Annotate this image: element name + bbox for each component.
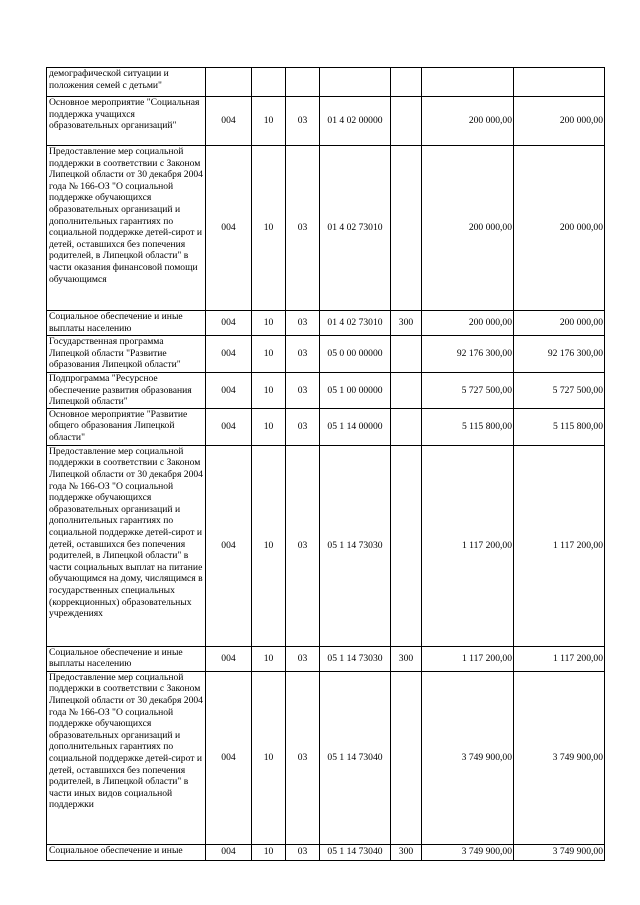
row-ved-cell [206, 68, 252, 97]
row-ved-cell: 004 [206, 646, 252, 671]
row-csr-cell: 01 4 02 73010 [320, 311, 391, 336]
row-csr-cell: 05 0 00 00000 [320, 336, 391, 373]
row-ved-cell: 004 [206, 373, 252, 409]
row-pr-cell: 03 [286, 373, 320, 409]
row-sum1-cell [422, 68, 514, 97]
row-name-cell: демографической ситуации и положения семей с детьми" [47, 68, 206, 97]
row-csr-cell: 05 1 00 00000 [320, 373, 391, 409]
row-rz-cell: 10 [252, 97, 286, 146]
row-sum1-cell: 3 749 900,00 [422, 671, 514, 844]
row-csr-cell: 05 1 14 73030 [320, 646, 391, 671]
row-sum1-cell: 5 727 500,00 [422, 373, 514, 409]
row-sum1-cell: 3 749 900,00 [422, 844, 514, 860]
row-csr-cell: 05 1 14 00000 [320, 408, 391, 445]
row-sum2-cell: 5 727 500,00 [514, 373, 605, 409]
table-row [47, 97, 605, 146]
row-rz-cell: 10 [252, 146, 286, 311]
row-name-cell: Социальное обеспечение и иные выплаты населению [47, 311, 206, 336]
row-rz-cell: 10 [252, 646, 286, 671]
row-ved-cell: 004 [206, 844, 252, 860]
row-vr-cell [391, 671, 422, 844]
row-rz-cell [252, 68, 286, 97]
row-csr-cell: 05 1 14 73030 [320, 445, 391, 646]
row-sum2-cell: 200 000,00 [514, 146, 605, 311]
row-csr-cell [320, 68, 391, 97]
row-vr-cell [391, 146, 422, 311]
row-pr-cell: 03 [286, 844, 320, 860]
row-sum2-cell: 92 176 300,00 [514, 336, 605, 373]
row-pr-cell: 03 [286, 97, 320, 146]
row-pr-cell: 03 [286, 408, 320, 445]
row-name-cell: Предоставление мер социальной поддержки в соответствии с Законом Липецкой области от 30 декабря 2004 года № 166-ОЗ "О социальной поддержке обучающихся образовательных организаций и дополнительных гарантиях по социальной поддержке детей-сирот и детей, оставшихся без попечения родителей, в Липецкой области" в части оказания финансовой помощи обучающимся [47, 146, 206, 311]
row-ved-cell: 004 [206, 408, 252, 445]
row-vr-cell [391, 373, 422, 409]
table-row [47, 445, 605, 646]
row-pr-cell: 03 [286, 336, 320, 373]
row-pr-cell: 03 [286, 445, 320, 646]
row-rz-cell: 10 [252, 373, 286, 409]
row-sum2-cell [514, 68, 605, 97]
row-pr-cell: 03 [286, 311, 320, 336]
row-name-cell: Социальное обеспечение и иные [47, 844, 206, 860]
table-row [47, 68, 605, 97]
row-csr-cell: 01 4 02 00000 [320, 97, 391, 146]
row-ved-cell: 004 [206, 671, 252, 844]
row-vr-cell [391, 68, 422, 97]
row-sum1-cell: 1 117 200,00 [422, 646, 514, 671]
row-rz-cell: 10 [252, 336, 286, 373]
row-name-cell: Предоставление мер социальной поддержки в соответствии с Законом Липецкой области от 30 декабря 2004 года № 166-ОЗ "О социальной поддержке обучающихся образовательных организаций и дополнительных гарантиях по социальной поддержке детей-сирот и детей, оставшихся без попечения родителей, в Липецкой области" в части иных видов социальной поддержки [47, 671, 206, 844]
budget-table [46, 67, 605, 861]
row-pr-cell: 03 [286, 146, 320, 311]
row-ved-cell: 004 [206, 445, 252, 646]
row-sum2-cell: 1 117 200,00 [514, 445, 605, 646]
row-name-cell: Подпрограмма "Ресурсное обеспечение развития образования Липецкой области" [47, 373, 206, 409]
row-name-cell: Государственная программа Липецкой области "Развитие образования Липецкой области" [47, 336, 206, 373]
table-body [47, 68, 605, 861]
table-row [47, 336, 605, 373]
row-csr-cell: 05 1 14 73040 [320, 671, 391, 844]
row-sum1-cell: 200 000,00 [422, 146, 514, 311]
row-vr-cell [391, 97, 422, 146]
row-sum2-cell: 200 000,00 [514, 97, 605, 146]
row-vr-cell [391, 336, 422, 373]
row-sum1-cell: 200 000,00 [422, 97, 514, 146]
row-name-cell: Предоставление мер социальной поддержки в соответствии с Законом Липецкой области от 30 декабря 2004 года № 166-ОЗ "О социальной поддержке обучающихся образовательных организаций и дополнительных гарантиях по социальной поддержке детей-сирот и детей, оставшихся без попечения родителей, в Липецкой области" в части социальных выплат на питание обучающимся на дому, числящимся в государственных специальных (коррекционных) образовательных учреждениях [47, 445, 206, 646]
table-row [47, 311, 605, 336]
table-row [47, 646, 605, 671]
row-rz-cell: 10 [252, 408, 286, 445]
row-rz-cell: 10 [252, 311, 286, 336]
table-row [47, 671, 605, 844]
table-row [47, 146, 605, 311]
row-pr-cell: 03 [286, 671, 320, 844]
row-sum2-cell: 200 000,00 [514, 311, 605, 336]
row-sum2-cell: 3 749 900,00 [514, 671, 605, 844]
row-name-cell: Основное мероприятие "Социальная поддержка учащихся образовательных организаций" [47, 97, 206, 146]
row-pr-cell: 03 [286, 646, 320, 671]
row-sum1-cell: 5 115 800,00 [422, 408, 514, 445]
row-sum1-cell: 92 176 300,00 [422, 336, 514, 373]
row-rz-cell: 10 [252, 671, 286, 844]
row-name-cell: Социальное обеспечение и иные выплаты населению [47, 646, 206, 671]
row-vr-cell: 300 [391, 844, 422, 860]
row-vr-cell: 300 [391, 646, 422, 671]
row-sum1-cell: 1 117 200,00 [422, 445, 514, 646]
row-vr-cell: 300 [391, 311, 422, 336]
row-csr-cell: 05 1 14 73040 [320, 844, 391, 860]
row-rz-cell: 10 [252, 844, 286, 860]
row-name-cell: Основное мероприятие "Развитие общего образования Липецкой области" [47, 408, 206, 445]
table-row [47, 844, 605, 860]
row-ved-cell: 004 [206, 97, 252, 146]
row-ved-cell: 004 [206, 146, 252, 311]
table-row [47, 373, 605, 409]
row-rz-cell: 10 [252, 445, 286, 646]
row-ved-cell: 004 [206, 311, 252, 336]
row-sum2-cell: 5 115 800,00 [514, 408, 605, 445]
row-sum2-cell: 3 749 900,00 [514, 844, 605, 860]
row-sum1-cell: 200 000,00 [422, 311, 514, 336]
table-row [47, 408, 605, 445]
row-vr-cell [391, 445, 422, 646]
row-csr-cell: 01 4 02 73010 [320, 146, 391, 311]
row-vr-cell [391, 408, 422, 445]
row-ved-cell: 004 [206, 336, 252, 373]
row-sum2-cell: 1 117 200,00 [514, 646, 605, 671]
row-pr-cell [286, 68, 320, 97]
